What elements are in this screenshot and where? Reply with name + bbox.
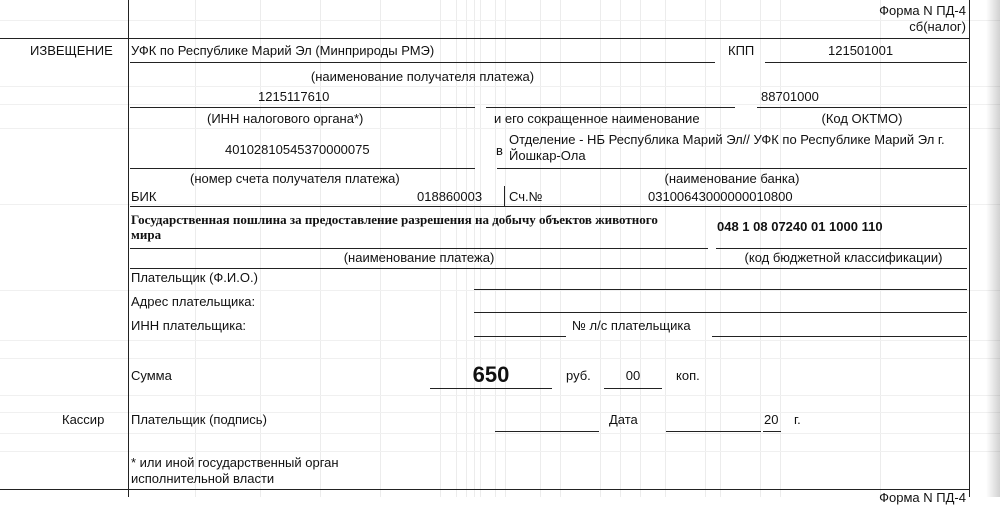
recipient-account: 40102810545370000075 [225,142,370,157]
bottom-form-name: Форма N ПД-4 [879,490,966,505]
form-name: Форма N ПД-4 [879,3,966,18]
corr-account: 03100643000000010800 [648,189,793,204]
right-border [969,0,970,497]
rub-label: руб. [566,368,591,383]
payment-purpose: Государственная пошлина за предоставление разрешения на добычу объектов животного мира [131,212,658,242]
recipient-name: УФК по Республике Марий Эл (Минприроды РМЭ) [131,43,435,58]
payer-name-label: Плательщик (Ф.И.О.) [131,270,258,285]
bank-name: Отделение - НБ Республика Марий Эл// УФК по Республике Марий Эл г. Йошкар-Ола [509,132,945,163]
form-sub: сб(налог) [909,19,966,34]
account-caption: (номер счета получателя платежа) [190,171,400,186]
notice-label: ИЗВЕЩЕНИЕ [30,43,113,58]
sum-kop-value: 00 [625,368,641,383]
in-label: в [496,143,503,158]
cashier-label: Кассир [62,412,105,427]
oktmo-caption: (Код ОКТМО) [821,111,903,126]
kpp-label: КПП [728,43,755,58]
date-label: Дата [609,412,638,427]
payer-inn-label: ИНН плательщика: [131,318,247,333]
footnote: * или иной государственный орган исполнительной власти [131,455,339,486]
bank-caption: (наименование банка) [664,171,800,186]
payer-account-label: № л/с плательщика [572,318,691,333]
inn-caption: (ИНН налогового органа*) [207,111,364,126]
oktmo-value: 88701000 [761,89,819,104]
kpp-value: 121501001 [828,43,894,58]
payer-sign-label: Плательщик (подпись) [131,412,267,427]
payer-address-label: Адрес плательщика: [131,294,256,309]
kbk-value: 048 1 08 07240 01 1000 110 [717,219,883,234]
year-suffix: г. [794,412,801,427]
kbk-caption: (код бюджетной классификации) [744,250,943,265]
bik-value: 018860003 [417,189,483,204]
bik-label: БИК [131,189,157,204]
recipient-name-caption: (наименование получателя платежа) [310,69,535,84]
top-separator [0,38,970,39]
sum-rub-value: 650 [472,362,510,387]
short-name-caption: и его сокращенное наименование [494,111,700,126]
left-border [128,0,129,497]
year-prefix: 20 [764,412,779,427]
sum-label: Сумма [131,368,172,383]
kop-label: коп. [676,368,700,383]
recipient-inn: 1215117610 [258,89,330,104]
purpose-caption: (наименование платежа) [343,250,495,265]
corr-label: Сч.№ [509,189,543,204]
